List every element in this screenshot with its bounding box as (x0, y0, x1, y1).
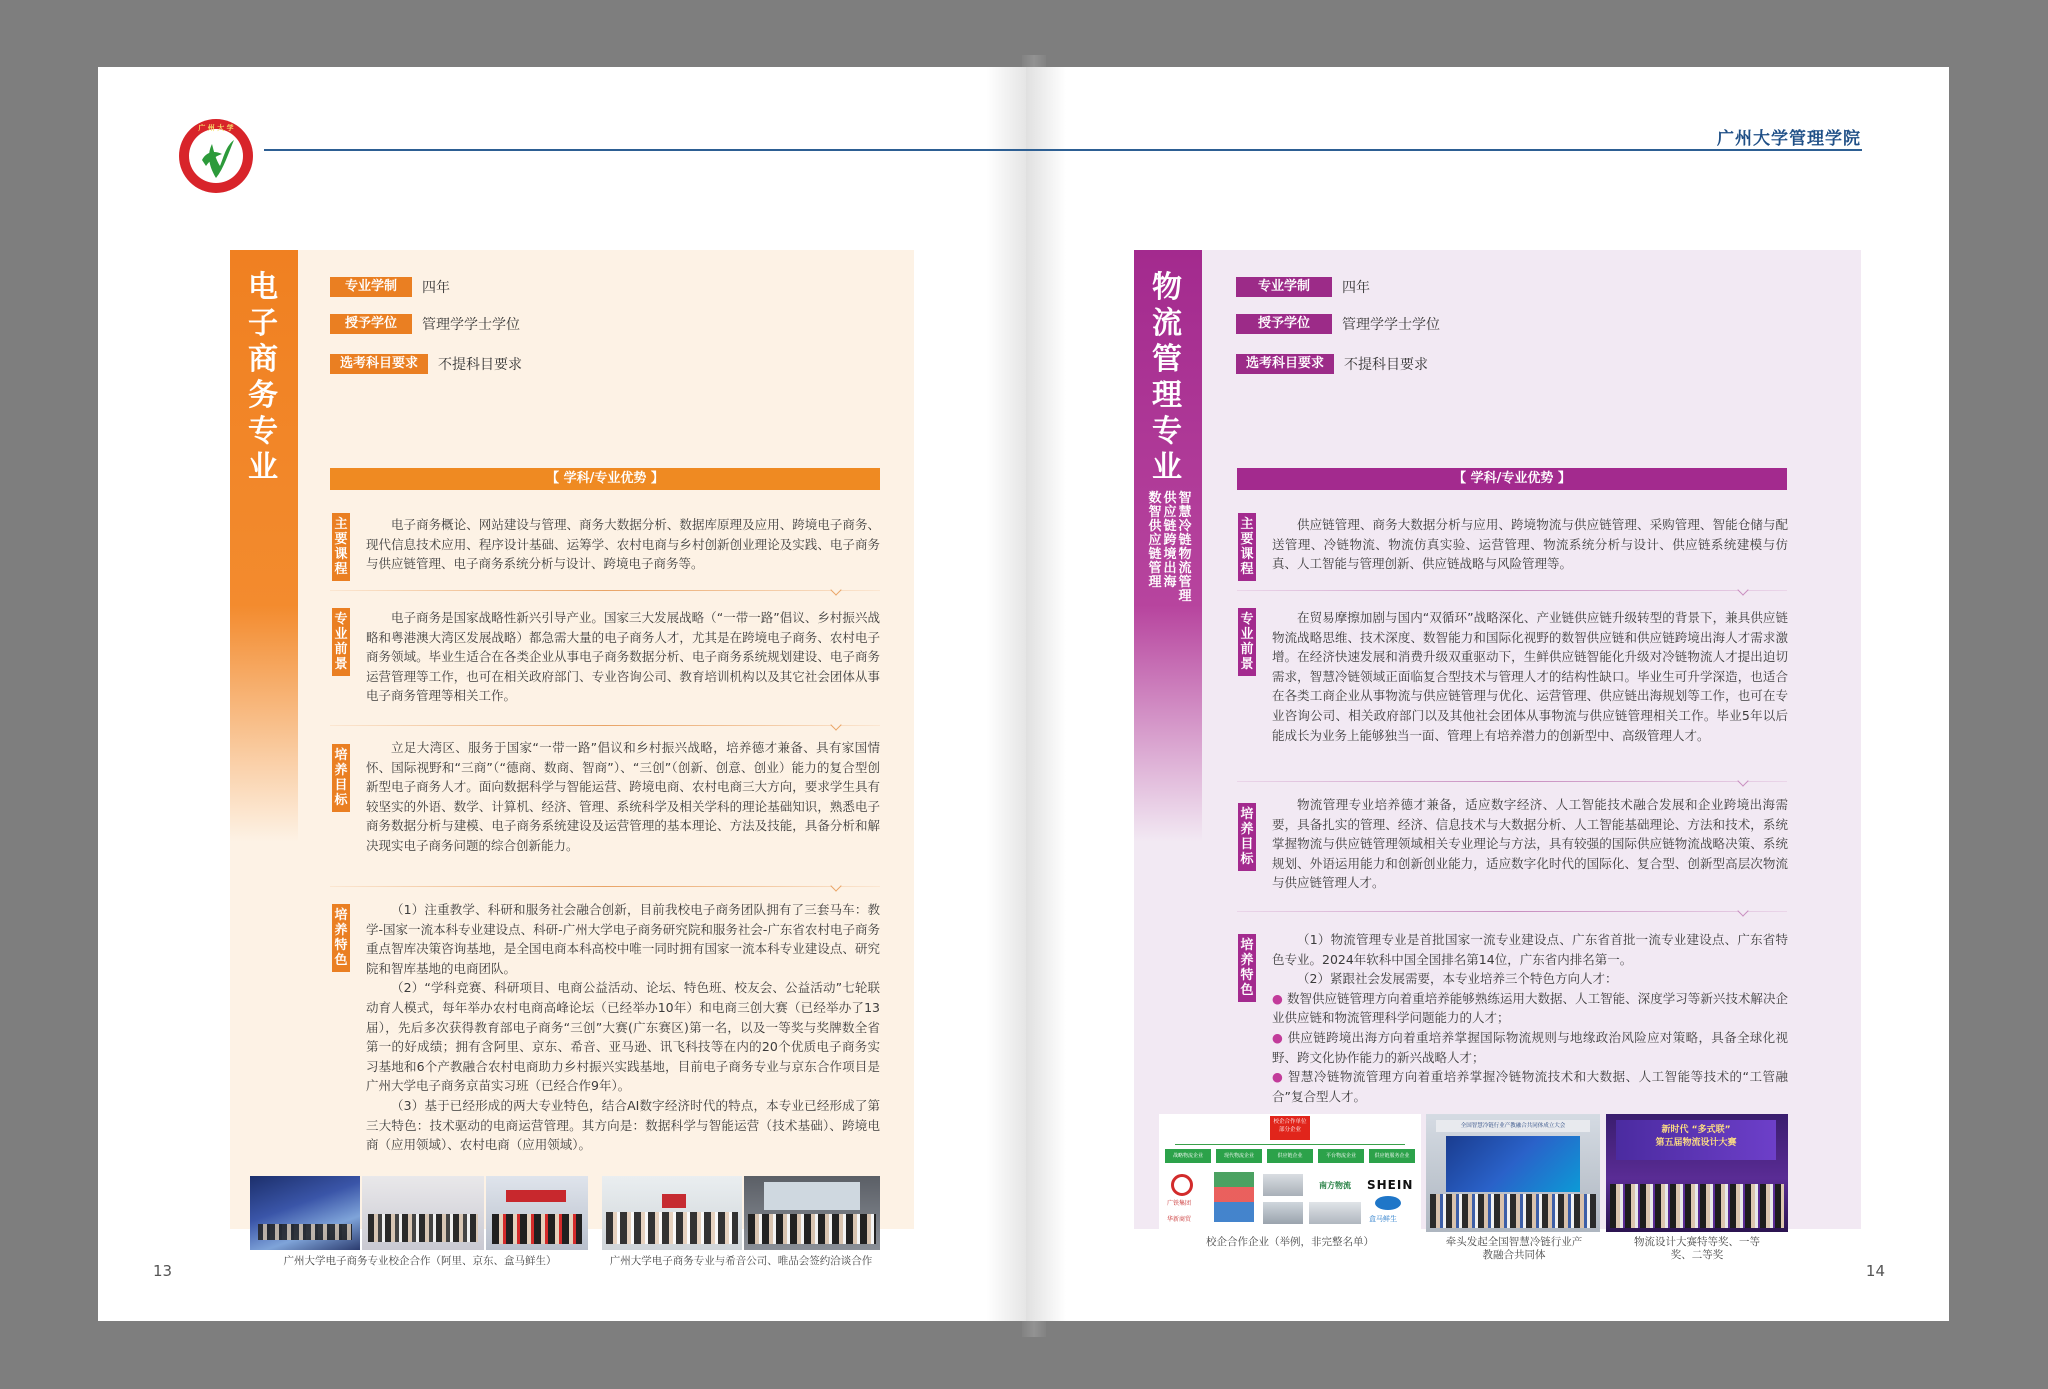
brand-logos-cluster (1214, 1172, 1254, 1222)
degree-tag: 授予学位 (330, 314, 412, 334)
goals-text: 物流管理专业培养德才兼备，适应数字经济、人工智能技术融合发展和企业跨境出海需要，具备扎实的管理、经济、信息技术与大数据分析、人工智能基础理论、方法和技术，系统掌握物流与供应链管理领域相关专业理论与方法，具有较强的国际供应链物流战略决策、系统规划、外语运用能力和创新创业能力，适应数字化时代的国际化、复合型、创新型高层次物流与供应链管理人才。 (1272, 797, 1788, 891)
duration-row (330, 277, 450, 297)
features-text (366, 900, 880, 1155)
page-number-left: 13 (153, 1262, 173, 1280)
bullet-icon: ● (1272, 1029, 1288, 1045)
photo-caption: 广州大学电子商务专业校企合作（阿里、京东、盒马鲜生） (283, 1255, 557, 1267)
railway-logo-icon (1171, 1174, 1193, 1196)
subject-row (1236, 354, 1428, 374)
header-rule (1026, 149, 1862, 151)
feature-item: （1）注重教学、科研和服务社会融合创新，目前我校电子商务团队拥有了三套马车：教学-国家一流本科专业建设点、科研-广州大学电子商务研究院和服务社会-广东省农村电子商务重点智库决策咨询基地，是全国电商本科高校中唯一同时拥有国家一流本科专业建设点、研究院和智库基地的电商团队。 (366, 902, 880, 976)
duration-value: 四年 (1342, 280, 1370, 296)
duration-value: 四年 (422, 280, 450, 296)
subtitle-column: 数智供应链管理 (1148, 491, 1162, 590)
subtitle-column: 供应链跨境出海 (1163, 491, 1177, 590)
bullet-icon: ● (1272, 990, 1287, 1006)
degree-value: 管理学学士学位 (1342, 317, 1440, 333)
features-label: 培养特色 (332, 904, 350, 972)
section-divider (1237, 781, 1787, 782)
ecommerce-title: 电子商务专业 (248, 270, 278, 485)
degree-row (1236, 314, 1440, 334)
partner-chart-boxes: 战略物流企业 现代物流企业 供应链企业 平台物流企业 供应链服务企业 (1165, 1149, 1415, 1163)
photo-caption: 广州大学电子商务专业与希音公司、唯品会签约洽谈合作 (609, 1255, 873, 1267)
photo-cold-chain-conference: 全国智慧冷链行业产教融合共同体成立大会 (1426, 1114, 1600, 1232)
advantage-bar: 【 学科/专业优势 】 (1237, 468, 1787, 490)
feature-bullet: ● 智慧冷链物流管理方向着重培养掌握冷链物流技术和大数据、人工智能等技术的“工管融合”复合型人才。 (1272, 1069, 1788, 1104)
feature-bullet: ● 供应链跨境出海方向着重培养掌握国际物流规则与地缘政治风险应对策略，具备全球化视野、跨文化协作能力的新兴战略人才； (1272, 1029, 1788, 1065)
section-divider (330, 886, 880, 887)
section-divider (330, 725, 880, 726)
section-divider (330, 590, 880, 591)
features-text (1272, 930, 1788, 1106)
school-name: 广州大学管理学院 (1717, 129, 1861, 149)
hema-logo-icon (1375, 1196, 1401, 1210)
photo-shein-meeting (602, 1176, 742, 1250)
photo-campus-event (250, 1176, 360, 1250)
gutter-shadow (986, 67, 1026, 1321)
duration-tag: 专业学制 (330, 277, 412, 297)
page-number-right: 14 (1865, 1262, 1885, 1280)
right-page (1026, 67, 1949, 1321)
gutter-shadow (1026, 67, 1066, 1321)
svg-text:广 州 大 学: 广 州 大 学 (198, 124, 234, 132)
courses-label: 主要课程 (1238, 513, 1256, 581)
subject-tag: 选考科目要求 (1236, 354, 1334, 374)
photo-vip-meeting (744, 1176, 880, 1250)
feature-item: （2）紧跟社会发展需要，本专业培养三个特色方向人才： (1297, 971, 1618, 987)
photo-caption: 牵头发起全国智慧冷链行业产教融合共同体 (1445, 1236, 1583, 1261)
subject-value: 不提科目要求 (438, 357, 522, 373)
photo-company-visit (362, 1176, 484, 1250)
subject-row (330, 354, 522, 374)
duration-tag: 专业学制 (1236, 277, 1332, 297)
section-divider (1237, 590, 1787, 591)
subtitle-column: 智慧冷链物流管理 (1178, 491, 1192, 604)
prospects-label: 专业前景 (332, 608, 350, 676)
subject-value: 不提科目要求 (1344, 357, 1428, 373)
feature-item: （2）“学科竞赛、科研项目、电商公益活动、论坛、特色班、校友会、公益活动”七轮联动育人模式，每年举办农村电商高峰论坛（已经举办10年）和电商三创大赛（已经举办了13届），先后多次获得教育部电子商务“三创”大赛(广东赛区)第一名，以及一等奖与奖牌数全省第一的好成绩；拥有含阿里、京东、希音、亚马逊、讯飞科技等在内的20个优质电子商务实习基地和6个产教融合农村电商助力乡村振兴实践基地，目前电子商务专业与京东合作项目是广州大学电子商务京苗实习班（已经合作9年）。 (366, 980, 880, 1094)
warehouse-photo (1263, 1174, 1303, 1196)
photo-logistics-competition (1606, 1114, 1788, 1232)
header-rule (264, 149, 1026, 151)
ecommerce-title-band (230, 250, 298, 842)
feature-bullet: ● 数智供应链管理方向着重培养能够熟练运用大数据、人工智能、深度学习等新兴技术解决企业供应链和物流管理科学问题能力的人才； (1272, 990, 1788, 1026)
subject-tag: 选考科目要求 (330, 354, 428, 374)
truck-photo (1263, 1202, 1303, 1224)
competition-banner: 新时代 “多式联” 第五届物流设计大赛 (1616, 1120, 1776, 1160)
degree-tag: 授予学位 (1236, 314, 1332, 334)
prospects-label: 专业前景 (1238, 608, 1256, 676)
advantage-bar: 【 学科/专业优势 】 (330, 468, 880, 490)
goals-text: 立足大湾区、服务于国家“一带一路”倡议和乡村振兴战略，培养德才兼备、具有家国情怀、国际视野和“三商”（“德商、数商、智商”）、“三创”（创新、创意、创业）能力的复合型创新型电子商务人才。面向数据科学与智能运营、跨境电商、农村电商三大方向，要求学生具有较坚实的外语、数学、计算机、经济、管理、系统科学及相关学科的理论基础知识，熟悉电子商务数据分析与建模、电子商务系统建设及运营管理的基本理论、方法及技能，具备分析和解决现实电子商务问题的综合创新能力。 (366, 740, 880, 853)
feature-item: （1）物流管理专业是首批国家一流专业建设点、广东省首批一流专业建设点、广东省特色专业。2024年软科中国全国排名第14位，广东省内排名第一。 (1272, 932, 1788, 967)
section-divider (1237, 911, 1787, 912)
photo-caption: 校企合作企业（举例，非完整名单） (1206, 1236, 1374, 1248)
logistics-panel (1134, 250, 1861, 1261)
ecommerce-panel (230, 250, 914, 1267)
logistics-title-band (1134, 250, 1202, 842)
features-label: 培养特色 (1238, 934, 1256, 1002)
partner-chart-image: 校企合作单位 部分企业 战略物流企业 现代物流企业 供应链企业 平台物流企业 供应链服务企业 广铁集团 华新商贸 南方物流 SHEIN 盒马鲜生 (1159, 1114, 1421, 1232)
prospects-text: 在贸易摩擦加剧与国内“双循环”战略深化、产业链供应链升级转型的背景下，兼具供应链物流战略思维、技术深度、数智能力和国际化视野的数智供应链和供应链跨境出海人才需求激增。在经济快速发展和消费升级双重驱动下，生鲜供应链智能化升级对冷链物流人才提出迫切需求，智慧冷链领域正面临复合型技术与管理人才的结构性缺口。毕业生可升学深造，也适合在各类工商企业从事物流与供应链管理与优化、运营管理、供应链出海规划等工作，也可在专业咨询公司、相关政府部门以及其他社会团体从事物流与供应链管理相关工作。毕业5年以后能成长为业务上能够独当一面、管理上有培养潜力的创新型中、高级管理人才。 (1272, 610, 1788, 743)
photo-caption: 物流设计大赛特等奖、一等奖、二等奖 (1634, 1236, 1760, 1261)
bullet-icon: ● (1272, 1069, 1288, 1085)
duration-row (1236, 277, 1370, 297)
feature-item: （3）基于已经形成的两大专业特色，结合AI数字经济时代的特点，本专业已经形成了第三大特色：技术驱动的电商运营管理。其方向是：数据科学与智能运营（技术基础）、跨境电商（应用领域）、农村电商（应用领域）。 (366, 1097, 880, 1153)
university-logo-icon (176, 116, 256, 196)
logistics-title: 物流管理专业 (1152, 270, 1182, 485)
left-page (98, 67, 1026, 1321)
courses-label: 主要课程 (332, 513, 350, 581)
degree-row (330, 314, 520, 334)
partner-chart-top: 校企合作单位 部分企业 (1270, 1116, 1310, 1140)
courses-text: 供应链管理、商务大数据分析与应用、跨境物流与供应链管理、采购管理、智能仓储与配送管理、冷链物流、物流仿真实验、运营管理、物流系统分析与设计、供应链系统建模与仿真、人工智能与管理创新、供应链战略与风险管理等。 (1272, 517, 1788, 572)
goals-label: 培养目标 (332, 744, 350, 812)
courses-text: 电子商务概论、网站建设与管理、商务大数据分析、数据库原理及应用、跨境电子商务、现代信息技术应用、程序设计基础、运筹学、农村电商与乡村创新创业理论及实践、电子商务与供应链管理、电子商务系统分析与设计、跨境电子商务等。 (366, 517, 880, 572)
degree-value: 管理学学士学位 (422, 317, 520, 333)
photo-signing (486, 1176, 588, 1250)
goals-label: 培养目标 (1238, 803, 1256, 871)
facility-photo (1309, 1202, 1361, 1224)
prospects-text: 电子商务是国家战略性新兴引导产业。国家三大发展战略（“一带一路”倡议、乡村振兴战略和粤港澳大湾区发展战略）都急需大量的电子商务人才，尤其是在跨境电子商务、农村电子商务领域。毕业生适合在各类企业从事电子商务数据分析、电子商务系统规划建设、电子商务运营管理等工作，也可在相关政府部门、专业咨询公司、教育培训机构以及其它社会团体从事电子商务管理等相关工作。 (366, 610, 880, 704)
